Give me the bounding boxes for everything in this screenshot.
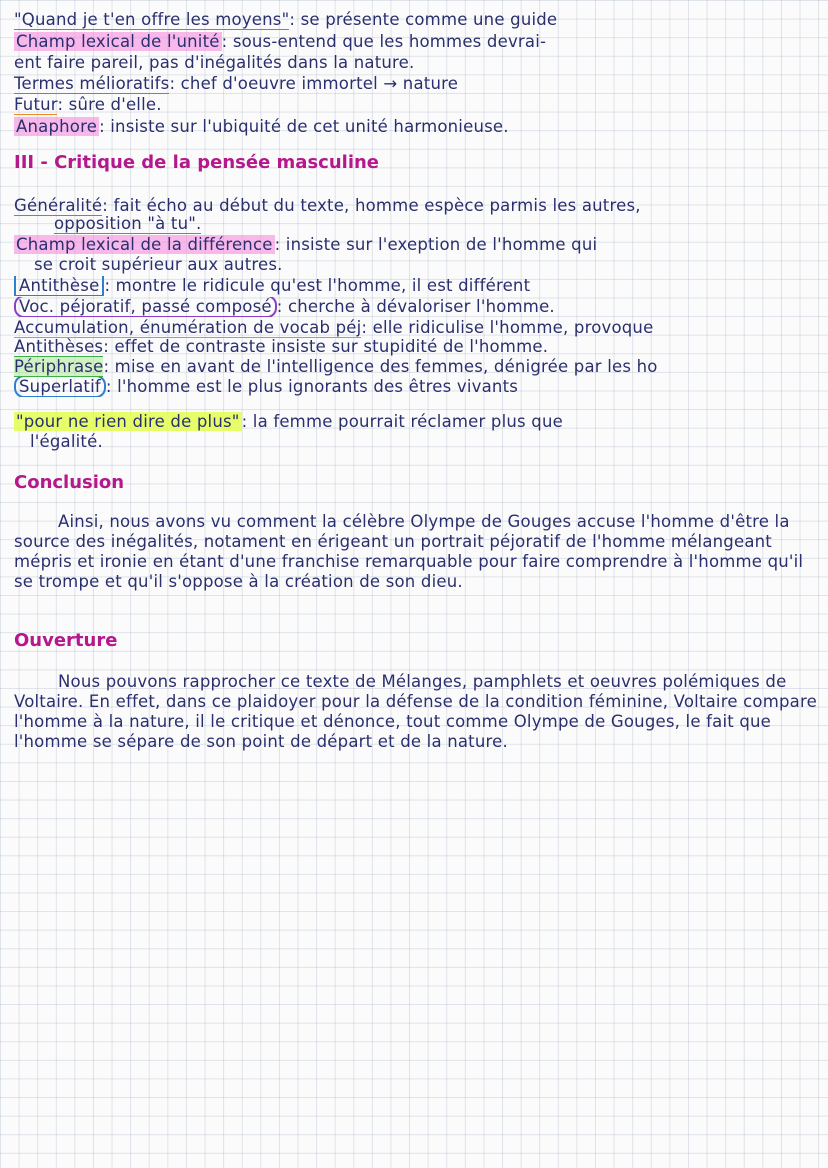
note-text: : cherche à dévaloriser l'homme. xyxy=(276,297,555,316)
section-title: III - Critique de la pensée masculine xyxy=(14,152,380,173)
note-text: : la femme pourrait réclamer plus que xyxy=(241,412,563,431)
note-text: : elle ridiculise l'homme, provoque xyxy=(361,318,654,337)
note-text: se croit supérieur aux autres. xyxy=(34,255,283,274)
note-term: "Quand je t'en offre les moyens" xyxy=(14,10,290,29)
note-text: : effet de contraste insiste sur stupidité de l'homme. xyxy=(103,337,549,356)
note-text: : insiste sur l'ubiquité de cet unité harmonieuse. xyxy=(99,117,509,136)
note-line xyxy=(14,196,822,216)
note-term: Voc. péjoratif, passé composé xyxy=(14,297,277,317)
note-text: opposition "à tu". xyxy=(54,214,202,233)
note-term: Champ lexical de la différence xyxy=(16,235,273,254)
quote-term: "pour ne rien dire de plus" xyxy=(16,412,240,431)
note-line xyxy=(14,377,822,397)
note-term: Antithèses xyxy=(14,337,104,356)
note-term: Généralité xyxy=(14,196,103,215)
note-line xyxy=(14,412,822,432)
note-text: : montre le ridicule qu'est l'homme, il est différent xyxy=(104,276,531,295)
note-line xyxy=(54,214,822,234)
note-text: l'égalité. xyxy=(30,432,103,451)
note-text: : se présente comme une guide xyxy=(289,10,558,29)
conclusion-paragraph: Ainsi, nous avons vu comment la célèbre Olympe de Gouges accuse l'homme d'être la source des inégalités, notament en érigeant un portrait péjoratif de l'homme mélangeant mépris et ironie en étant d'une franchise remarquable pour faire comprendre à l'homme qu'il se trompe et qu'il s'oppose à la création de son dieu. xyxy=(14,512,804,591)
note-line xyxy=(14,53,822,73)
note-text: : chef d'oeuvre immortel → nature xyxy=(169,74,459,93)
conclusion-title: Conclusion xyxy=(14,472,125,493)
note-text: : sous-entend que les hommes devrai- xyxy=(221,32,547,51)
note-term: Futur xyxy=(14,95,58,114)
note-line xyxy=(14,74,822,94)
note-text: : l'homme est le plus ignorants des êtres vivants xyxy=(105,377,519,396)
note-term: Anaphore xyxy=(16,117,98,136)
note-term: Superlatif xyxy=(14,377,106,397)
note-line xyxy=(14,297,822,317)
note-term: Antithèse xyxy=(14,276,104,296)
note-line xyxy=(14,276,822,296)
note-text: : mise en avant de l'intelligence des femmes, dénigrée par les ho xyxy=(103,357,658,376)
note-line xyxy=(14,95,822,115)
note-line xyxy=(14,32,822,52)
note-text: : sûre d'elle. xyxy=(57,95,162,114)
note-term: Périphrase xyxy=(14,357,104,376)
note-line xyxy=(14,117,822,137)
note-text: ent faire pareil, pas d'inégalités dans la nature. xyxy=(14,53,415,72)
note-line xyxy=(14,235,822,255)
note-line xyxy=(14,318,822,338)
ouverture-title: Ouverture xyxy=(14,630,118,651)
note-text: : insiste sur l'exeption de l'homme qui xyxy=(274,235,598,254)
note-text: : fait écho au début du texte, homme espèce parmis les autres, xyxy=(102,196,641,215)
note-line xyxy=(30,432,822,452)
note-line xyxy=(14,337,822,357)
note-line xyxy=(14,357,822,377)
note-line xyxy=(34,255,822,275)
note-term: Termes mélioratifs xyxy=(14,74,170,93)
ouverture-paragraph: Nous pouvons rapprocher ce texte de Mélanges, pamphlets et oeuvres polémiques de Voltaire. En effet, dans ce plaidoyer pour la défense de la condition féminine, Voltaire compare l'homme à la nature, il le critique et dénonce, tout comme Olympe de Gouges, le fait que l'homme se sépare de son point de départ et de la nature. xyxy=(14,672,817,751)
note-line xyxy=(14,10,822,30)
note-term: Accumulation, énumération de vocab péj xyxy=(14,318,362,337)
note-term: Champ lexical de l'unité xyxy=(16,32,220,51)
